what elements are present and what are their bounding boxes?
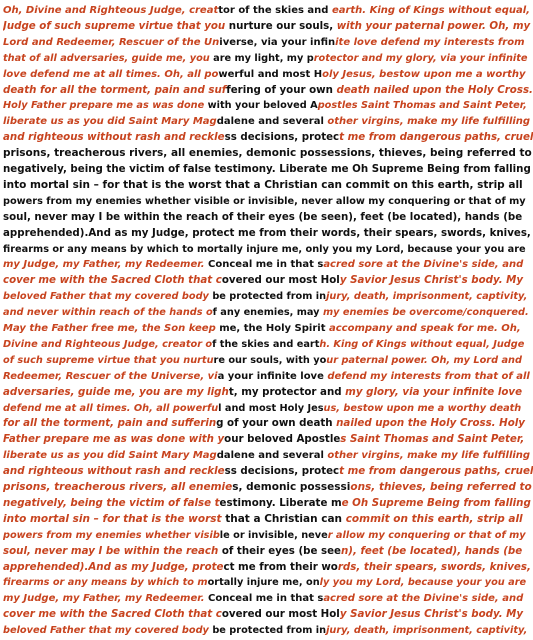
text-line (3, 66, 533, 83)
black-text-segment: ortally injure me, on (207, 577, 320, 589)
black-text-segment: dalene and several (216, 450, 328, 462)
text-line (3, 384, 533, 401)
red-text-segment: and righteous without rash and reckle (3, 131, 225, 144)
red-text-segment: for all the torment, pain and sufferin (3, 417, 217, 430)
text-line (3, 622, 533, 639)
red-text-segment: my enemies be overcome/conquered. (322, 307, 529, 319)
text-line (3, 431, 533, 448)
red-text-segment: e Oh Supreme Being from falling (341, 496, 531, 509)
text-line (3, 447, 533, 464)
red-text-segment: beloved Father that my covered body (3, 291, 213, 303)
red-text-segment: acred sore at the Divine's side, and (323, 259, 524, 271)
text-line (3, 97, 533, 114)
text-line (3, 479, 533, 496)
red-text-segment: beloved Father that my covered body (3, 625, 213, 637)
red-text-segment: my glory, via your infinite love (345, 385, 523, 398)
red-text-segment: t me from dangerous paths, cruel (339, 465, 533, 478)
red-text-segment: ite love defend my interests from (335, 36, 525, 48)
text-line (3, 559, 533, 576)
red-text-segment: liberate us as you did Saint Mary Mag (3, 116, 217, 128)
text-line (3, 400, 533, 417)
red-text-segment: cover me with the Sacred Cloth that c (3, 608, 222, 621)
red-text-segment: death for all the torment, pain and suf (3, 83, 227, 96)
red-text-segment: and never within reach of the hands o (3, 307, 213, 319)
text-line (3, 320, 533, 337)
red-text-segment: defend me at all times. Oh, all powerfu (3, 402, 219, 414)
black-text-segment: f any enemies, may (212, 307, 323, 319)
text-line (3, 304, 533, 321)
black-text-segment: dalene and several (216, 116, 328, 128)
red-text-segment: jury, death, imprisonment, captivity, (326, 291, 528, 303)
red-text-segment: rotector and my glory, via your infinite (313, 52, 528, 64)
red-text-segment: other virgins, make my life fulfilling (327, 450, 531, 462)
text-line (3, 225, 533, 242)
red-text-segment: Divine and Righteous Judge, creator o (3, 338, 213, 350)
text-line (3, 256, 533, 273)
red-text-segment: n), feet (be located), hands (be (341, 544, 523, 557)
red-text-segment: postles Saint Thomas and Saint Peter, (317, 100, 527, 112)
black-text-segment: Conceal me in that s (208, 259, 324, 271)
black-text-segment: me, the Holy Spirit (219, 323, 329, 334)
text-line (3, 177, 533, 194)
black-text-segment: with your beloved A (207, 100, 318, 112)
text-line (3, 272, 533, 289)
red-text-segment: y Savior Jesus Christ's body. My (339, 274, 524, 287)
black-text-segment: firearms or any means by which to mortally injure me, only you my Lord, because your you are (3, 243, 526, 255)
text-line (3, 113, 533, 130)
black-text-segment: a your infinite love (217, 370, 328, 382)
black-text-segment: g of your own death (216, 417, 337, 430)
text-line (3, 527, 533, 544)
red-text-segment: powers from my enemies whether visib (3, 529, 220, 541)
red-text-segment: adversaries, guide me, you are my ligh (3, 385, 229, 398)
red-text-segment: of such supreme virtue that you nurtu (3, 354, 214, 366)
red-text-segment: commit on this earth, strip all (345, 512, 523, 525)
black-text-segment: ct me from their wo (223, 560, 338, 573)
black-text-segment: our beloved Apostle (224, 433, 341, 446)
black-text-segment: nurture our souls, (225, 19, 337, 32)
text-line (3, 495, 533, 512)
red-text-segment: Father prepare me as was done with y (3, 433, 225, 446)
black-text-segment: le or invisible, neve (219, 529, 328, 541)
text-line (3, 336, 533, 353)
red-text-segment: death nailed upon the Holy Cross. (336, 83, 533, 96)
text-line (3, 18, 533, 35)
red-text-segment: soul, never may I be within the reach (3, 544, 222, 557)
red-text-segment: accompany and speak for me. Oh, (328, 323, 521, 334)
black-text-segment: soul, never may I be within the reach of their eyes (be seen), feet (be located), hands (be (3, 210, 523, 223)
red-text-segment: acred sore at the Divine's side, and (323, 593, 524, 605)
black-text-segment: of their eyes (be see (221, 544, 341, 557)
text-line (3, 145, 533, 162)
red-text-segment: jury, death, imprisonment, captivity, (326, 625, 528, 637)
red-text-segment: earth. King of Kings without equal, (331, 5, 530, 16)
red-text-segment: h. King of Kings without equal, Judge (319, 338, 525, 350)
text-line (3, 463, 533, 480)
black-text-segment: Conceal me in that s (208, 593, 324, 605)
red-text-segment: prisons, treacherous rivers, all enemie (3, 481, 233, 493)
red-text-segment: ly you my Lord, because your you are (319, 577, 527, 589)
red-text-segment: Holy Father prepare me as was done (3, 100, 208, 112)
black-text-segment: ss decisions, protec (224, 131, 340, 144)
red-text-segment: my Judge, my Father, my Redeemer. (3, 259, 209, 271)
black-text-segment: t, my protector and (228, 385, 346, 398)
black-text-segment: estimony. Liberate m (219, 496, 342, 509)
red-text-segment: r allow my conquering or that of my (327, 529, 526, 541)
black-text-segment: l and most Holy Jes (218, 402, 324, 414)
text-line (3, 352, 533, 369)
black-text-segment: apprehended).And as my Judge, protect me from their words, their spears, swords, knives, (3, 226, 531, 239)
text-line (3, 129, 533, 146)
red-text-segment: apprehended).And as my Judge, prote (3, 560, 224, 573)
red-text-segment: negatively, being the victim of false t (3, 496, 220, 509)
red-text-segment: Judge of such supreme virtue that you (3, 19, 226, 32)
text-line (3, 590, 533, 607)
text-line (3, 34, 533, 51)
text-line (3, 368, 533, 385)
text-line (3, 193, 533, 210)
red-text-segment: firearms or any means by which to m (3, 577, 208, 589)
red-text-segment: t me from dangerous paths, cruel (339, 131, 533, 144)
text-line (3, 511, 533, 528)
text-line (3, 241, 533, 258)
red-text-segment: May the Father free me, the Son keep (3, 323, 220, 334)
black-text-segment: re our souls, with yo (213, 354, 327, 366)
red-text-segment: Lord and Redeemer, Rescuer of the Un (3, 36, 220, 48)
text-line (3, 2, 533, 19)
red-text-segment: ons, thieves, being referred to (350, 481, 532, 493)
black-text-segment: are my light, my p (213, 52, 314, 64)
text-line (3, 50, 533, 67)
red-text-segment: other virgins, make my life fulfilling (327, 116, 531, 128)
red-text-segment: into mortal sin – for that is the worst (3, 512, 226, 525)
text-line (3, 82, 533, 99)
text-line (3, 288, 533, 305)
red-text-segment: oly Jesus, bestow upon me a worthy (322, 68, 526, 80)
red-text-segment: defend my interests from that of all (327, 370, 530, 382)
black-text-segment: overed our most Hol (221, 608, 340, 621)
red-text-segment: my Judge, my Father, my Redeemer. (3, 593, 209, 605)
text-line (3, 574, 533, 591)
red-text-segment: Oh, Divine and Righteous Judge, creat (3, 5, 219, 16)
red-text-segment: y Savior Jesus Christ's body. My (339, 608, 524, 621)
black-text-segment: be protected from in (212, 291, 327, 303)
black-text-segment: that a Christian can (225, 512, 346, 525)
red-text-segment: cover me with the Sacred Cloth that c (3, 274, 222, 287)
red-text-segment: us, bestow upon me a worthy death (323, 402, 522, 414)
black-text-segment: iverse, via your infin (219, 36, 336, 48)
text-line (3, 415, 533, 432)
black-text-segment: negatively, being the victim of false testimony. Liberate me Oh Supreme Being from falling (3, 163, 531, 175)
text-line (3, 161, 533, 178)
red-text-segment: Redeemer, Rescuer of the Universe, vi (3, 370, 218, 382)
black-text-segment: into mortal sin – for that is the worst that a Christian can commit on this earth, strip all (3, 178, 523, 191)
black-text-segment: fering of your own (226, 83, 337, 96)
red-text-segment: rds, their spears, swords, knives, (337, 560, 531, 573)
black-text-segment: ss decisions, protec (224, 465, 340, 478)
black-text-segment: prisons, treacherous rivers, all enemies, demonic possessions, thieves, being referred to (3, 147, 532, 160)
red-text-segment: and righteous without rash and reckle (3, 465, 225, 478)
red-text-segment: with your paternal power. Oh, my (336, 19, 531, 32)
black-text-segment: overed our most Hol (221, 274, 340, 287)
text-line (3, 543, 533, 560)
red-text-segment: ur paternal power. Oh, my Lord and (326, 354, 522, 366)
text-line (3, 606, 533, 623)
red-text-segment: that of all adversaries, guide me, you (3, 52, 214, 64)
red-text-segment: love defend me at all times. Oh, all po (3, 68, 219, 80)
black-text-segment: f the skies and eart (212, 338, 320, 350)
black-text-segment: be protected from in (212, 625, 327, 637)
text-line (3, 209, 533, 226)
red-text-segment: liberate us as you did Saint Mary Mag (3, 450, 217, 462)
black-text-segment: werful and most H (218, 68, 323, 80)
red-text-segment: s Saint Thomas and Saint Peter, (340, 433, 525, 446)
black-text-segment: s, demonic possessi (232, 481, 351, 493)
black-text-segment: tor of the skies and (218, 5, 332, 16)
black-text-segment: powers from my enemies whether visible or invisible, never allow my conquering or that of my (3, 195, 526, 207)
red-text-segment: nailed upon the Holy Cross. Holy (336, 417, 525, 430)
